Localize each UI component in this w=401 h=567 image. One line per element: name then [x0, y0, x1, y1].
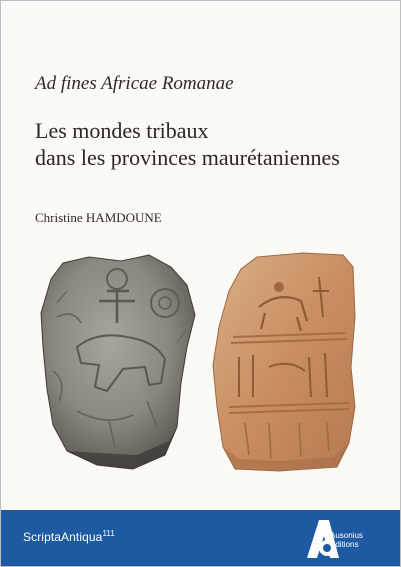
series-title: Ad fines Africae Romanae	[35, 73, 234, 94]
series-number: 111	[102, 529, 115, 538]
book-title-line-2: dans les provinces maurétaniennes	[35, 145, 340, 170]
publisher-name	[330, 531, 363, 549]
publisher-logo	[303, 514, 373, 562]
left-stone-relief-image	[37, 251, 203, 475]
book-title	[35, 117, 385, 171]
book-title-line-1: Les mondes tribaux	[35, 118, 209, 143]
right-stele-relief-image	[209, 247, 361, 477]
series-name	[23, 530, 115, 544]
series-footer-band	[1, 510, 400, 566]
author-name: Christine HAMDOUNE	[35, 210, 162, 225]
series-name-text: ScriptaAntiqua	[23, 530, 103, 544]
publisher-name-line-2: Éditions	[330, 540, 359, 549]
publisher-name-line-1: Ausonius	[330, 531, 363, 540]
